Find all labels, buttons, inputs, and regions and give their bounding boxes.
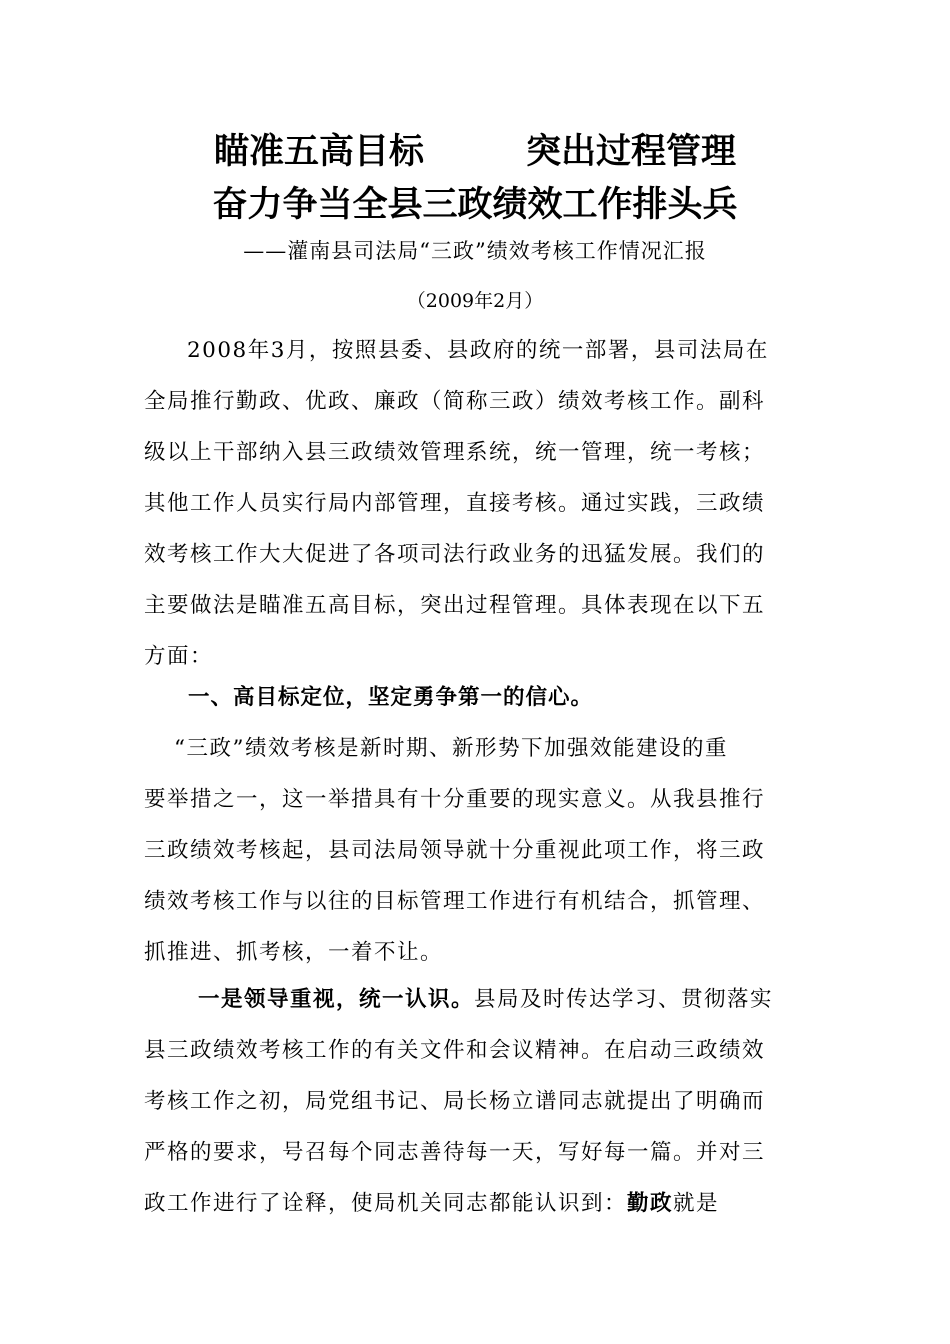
intro-paragraph (144, 325, 792, 682)
point-1-paragraph (144, 974, 792, 1229)
point-1-first-rest: 县局及时传达学习、贯彻落实 (474, 987, 774, 1012)
point-1-line: 考核工作之初，局党组书记、局长杨立谱同志就提出了明确而 (144, 1089, 766, 1114)
point-1-line: 严格的要求，号召每个同志善待每一天，写好每一篇。并对三 (144, 1140, 766, 1165)
intro-line: 效考核工作大大促进了各项司法行政业务的迅猛发展。我们的 (144, 542, 766, 567)
section-1-line: “三政”绩效考核是新时期、新形势下加强效能建设的重 (174, 736, 728, 761)
report-date: （2009年2月） (406, 290, 544, 312)
intro-line: 方面： (144, 644, 214, 669)
section-1-line: 绩效考核工作与以往的目标管理工作进行有机结合，抓管理、 (144, 889, 766, 914)
title-line-2: 奋力争当全县三政绩效工作排头兵 (212, 185, 738, 225)
point-1-last-before: 政工作进行了诠释，使局机关同志都能认识到： (144, 1191, 628, 1216)
section-1-paragraph (144, 723, 792, 978)
intro-line: 其他工作人员实行局内部管理，直接考核。通过实践，三政绩 (144, 491, 766, 516)
section-1-line: 三政绩效考核起，县司法局领导就十分重视此项工作，将三政 (144, 838, 766, 863)
intro-line: 2008年3月，按照县委、县政府的统一部署，县司法局在 (187, 338, 769, 363)
section-1-heading: 一、高目标定位，坚定勇争第一的信心。 (188, 685, 594, 710)
section-1-line: 要举措之一，这一举措具有十分重要的现实意义。从我县推行 (144, 787, 766, 812)
intro-line: 主要做法是瞄准五高目标，突出过程管理。具体表现在以下五 (144, 593, 766, 618)
subtitle: ——灌南县司法局“三政”绩效考核工作情况汇报 (243, 239, 707, 263)
intro-line: 级以上干部纳入县三政绩效管理系统，统一管理，统一考核； (144, 440, 766, 465)
title-line-1-right: 突出过程管理 (526, 132, 737, 172)
point-1-last-after: 就是 (673, 1191, 720, 1216)
title-gap (424, 130, 526, 174)
point-1-last-bold: 勤政 (627, 1191, 674, 1216)
title-line-1 (160, 130, 790, 174)
title-line-1-left: 瞄准五高目标 (213, 132, 424, 172)
point-1-first-line (144, 974, 792, 1025)
intro-line: 全局推行勤政、优政、廉政（简称三政）绩效考核工作。副科 (144, 389, 766, 414)
section-1-line: 抓推进、抓考核，一着不让。 (144, 940, 444, 965)
point-1-last-line (144, 1178, 792, 1229)
point-1-lead: 一是领导重视，统一认识。 (198, 987, 475, 1012)
point-1-line: 县三政绩效考核工作的有关文件和会议精神。在启动三政绩效 (144, 1038, 766, 1063)
